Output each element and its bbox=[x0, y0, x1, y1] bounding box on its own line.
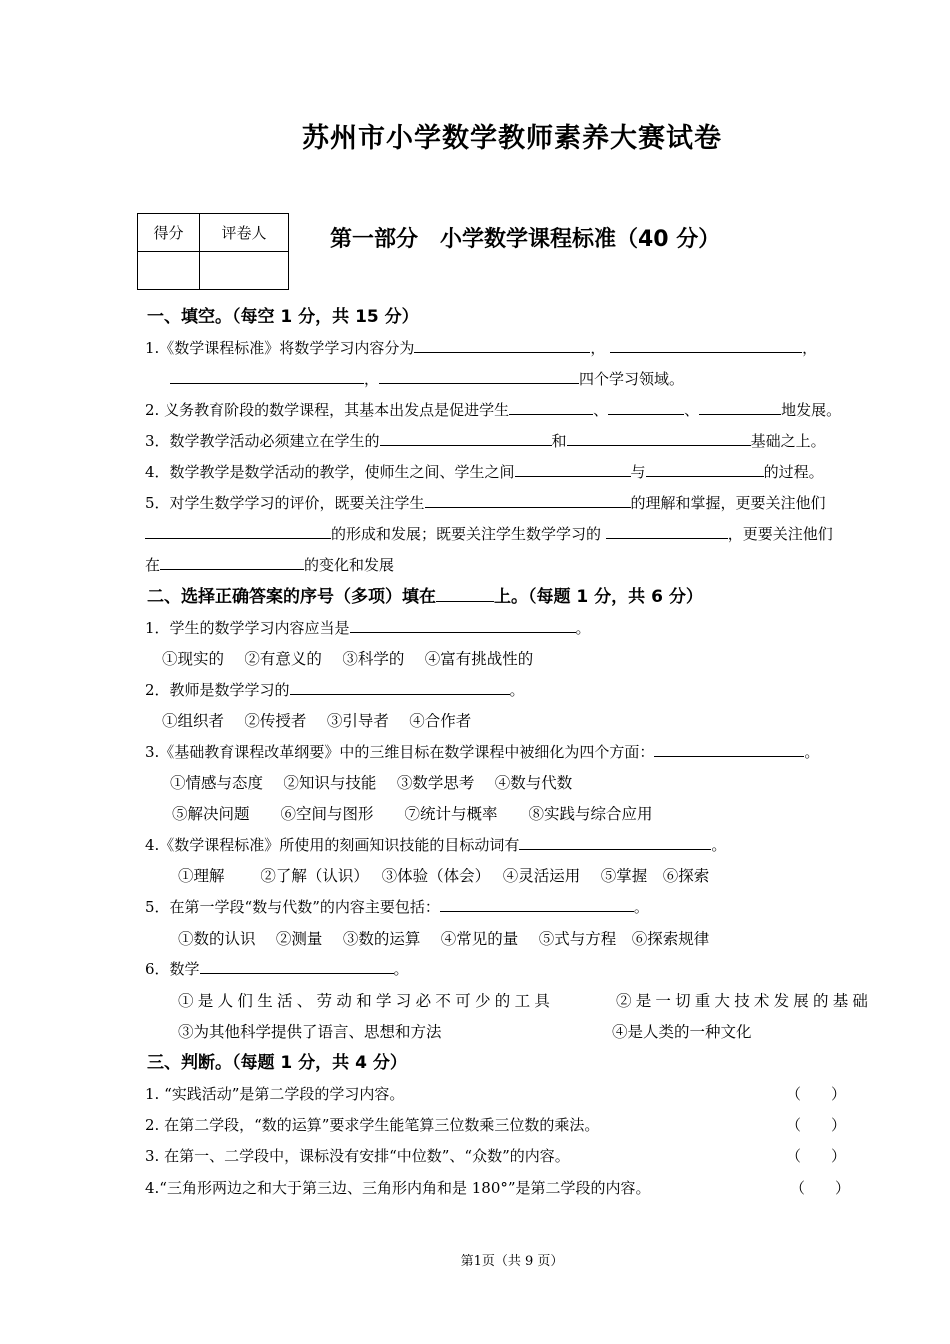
s3-item-1: 1. “实践活动”是第二学段的学习内容。 bbox=[145, 1085, 405, 1103]
blank[interactable] bbox=[567, 430, 751, 446]
blank[interactable] bbox=[646, 461, 764, 477]
s2-q6-option3: ③为其他科学提供了语言、思想和方法 bbox=[178, 1023, 442, 1041]
blank[interactable] bbox=[606, 523, 728, 539]
s2-q1-text: 1．学生的数学学习内容应当是 bbox=[145, 619, 350, 637]
s1-q1-line1 bbox=[145, 337, 817, 358]
s1-q5-line3 bbox=[145, 554, 394, 575]
blank[interactable] bbox=[515, 461, 631, 477]
blank[interactable] bbox=[379, 368, 579, 384]
blank[interactable] bbox=[425, 492, 631, 508]
s1-q5-line3-start: 在 bbox=[145, 556, 161, 574]
s1-q3 bbox=[145, 430, 826, 451]
blank[interactable] bbox=[654, 741, 804, 757]
s1-q4-end: 的过程。 bbox=[763, 463, 824, 481]
s1-q5-mid: 的形成和发展；既要关注学生数学学习的 bbox=[331, 525, 602, 543]
s1-q2-end: 地发展。 bbox=[781, 401, 842, 419]
s3-answer-3[interactable]: （ ） bbox=[786, 1147, 847, 1165]
section2-heading bbox=[147, 582, 703, 607]
s2-q3 bbox=[145, 741, 819, 762]
s1-q3-text: 3．数学教学活动必须建立在学生的 bbox=[145, 432, 380, 450]
s2-q4-text: 4.《数学课程标准》所使用的刻画知识技能的目标动词有 bbox=[145, 836, 520, 854]
blank[interactable] bbox=[610, 337, 802, 353]
s1-q5-text: 5．对学生数学学习的评价，既要关注学生 bbox=[145, 494, 425, 512]
s2-q6-option1: ①是人们生活、劳动和学习必不可少的工具 bbox=[178, 992, 555, 1010]
blank[interactable] bbox=[519, 834, 711, 850]
blank[interactable] bbox=[160, 554, 304, 570]
s1-q4-text: 4．数学教学是数学活动的教学，使师生之间、学生之间 bbox=[145, 463, 515, 481]
s2-q3-text: 3.《基础教育课程改革纲要》中的三维目标在数学课程中被细化为四个方面： bbox=[145, 743, 655, 761]
s3-item-4: 4.“三角形两边之和大于第三边、三角形内角和是 180°”是第二学段的内容。 bbox=[145, 1179, 651, 1197]
s3-answer-1[interactable]: （ ） bbox=[786, 1085, 847, 1103]
s2-q1-options: ①现实的 ②有意义的 ③科学的 ④富有挑战性的 bbox=[162, 650, 534, 668]
s3-answer-4[interactable]: （ ） bbox=[790, 1179, 851, 1197]
section2-heading-b: 上。（每题 1 分，共 6 分） bbox=[494, 587, 703, 607]
section2-heading-a: 二、选择正确答案的序号（多项）填在 bbox=[147, 587, 436, 607]
s1-q1-text: 1.《数学课程标准》将数学学习内容分为 bbox=[145, 339, 415, 357]
s2-q5 bbox=[145, 896, 649, 917]
s3-item-2: 2. 在第二学段，“数的运算”要求学生能笔算三位数乘三位数的乘法。 bbox=[145, 1116, 600, 1134]
s3-item-3: 3. 在第一、二学段中，课标没有安排“中位数”、“众数”的内容。 bbox=[145, 1147, 570, 1165]
s2-q4-options: ①理解 ②了解（认识） ③体验（体会） ④灵活运用 ⑤掌握 ⑥探索 bbox=[178, 867, 710, 885]
grader-header: 评卷人 bbox=[200, 214, 289, 252]
s1-q3-end: 基础之上。 bbox=[750, 432, 826, 450]
blank[interactable] bbox=[699, 399, 781, 415]
comma: ， bbox=[802, 339, 818, 357]
blank[interactable] bbox=[608, 399, 684, 415]
s1-q4-with: 与 bbox=[630, 463, 646, 481]
s2-q3-options1: ①情感与态度 ②知识与技能 ③数学思考 ④数与代数 bbox=[170, 774, 573, 792]
exam-title: 苏州市小学数学教师素养大赛试卷 bbox=[302, 123, 722, 154]
s1-q1-line2 bbox=[170, 368, 684, 389]
blank[interactable] bbox=[380, 430, 552, 446]
part-heading: 第一部分 小学数学课程标准（40 分） bbox=[330, 227, 721, 252]
comma: ， bbox=[590, 339, 606, 357]
section3-heading: 三、判断。（每题 1 分，共 4 分） bbox=[147, 1053, 407, 1073]
s2-q6 bbox=[145, 958, 409, 979]
s2-q3-options2: ⑤解决问题 ⑥空间与图形 ⑦统计与概率 ⑧实践与综合应用 bbox=[172, 805, 653, 823]
blank[interactable] bbox=[350, 617, 576, 633]
dun: 、 bbox=[684, 401, 700, 419]
s2-q6-option2: ②是一切重大技术发展的基础 bbox=[616, 992, 873, 1010]
s2-q2-options: ①组织者 ②传授者 ③引导者 ④合作者 bbox=[162, 712, 472, 730]
s2-q4 bbox=[145, 834, 726, 855]
page-footer: 第1页（共 9 页） bbox=[460, 1254, 564, 1269]
blank[interactable] bbox=[440, 896, 634, 912]
period: 。 bbox=[633, 898, 649, 916]
blank[interactable] bbox=[170, 368, 364, 384]
s2-q6-option4: ④是人类的一种文化 bbox=[612, 1023, 752, 1041]
dun: 、 bbox=[593, 401, 609, 419]
blank[interactable] bbox=[290, 679, 510, 695]
grader-cell bbox=[200, 252, 289, 290]
s2-q2-text: 2．教师是数学学习的 bbox=[145, 681, 290, 699]
period: 。 bbox=[393, 960, 409, 978]
period: 。 bbox=[804, 743, 820, 761]
blank[interactable] bbox=[414, 337, 590, 353]
score-table bbox=[137, 213, 289, 290]
s1-q5-line2-end: ，更要关注他们 bbox=[727, 525, 833, 543]
s2-q5-options: ①数的认识 ②测量 ③数的运算 ④常见的量 ⑤式与方程 ⑥探索规律 bbox=[178, 930, 710, 948]
s1-q4 bbox=[145, 461, 824, 482]
period: 。 bbox=[575, 619, 591, 637]
period: 。 bbox=[711, 836, 727, 854]
blank[interactable] bbox=[145, 523, 331, 539]
s2-q6-text: 6．数学 bbox=[145, 960, 200, 978]
s2-q5-text: 5．在第一学段“数与代数”的内容主要包括： bbox=[145, 898, 440, 916]
score-cell bbox=[138, 252, 200, 290]
blank bbox=[436, 586, 494, 602]
s1-q5-line3-end: 的变化和发展 bbox=[304, 556, 395, 574]
s1-q2-text: 2. 义务教育阶段的数学课程，其基本出发点是促进学生 bbox=[145, 401, 510, 419]
section1-heading: 一、填空。（每空 1 分，共 15 分） bbox=[147, 307, 419, 327]
period: 。 bbox=[509, 681, 525, 699]
blank[interactable] bbox=[509, 399, 593, 415]
s1-q1-end: 四个学习领域。 bbox=[579, 370, 685, 388]
comma: ， bbox=[364, 370, 380, 388]
s1-q5-line1 bbox=[145, 492, 826, 513]
s1-q3-and: 和 bbox=[551, 432, 567, 450]
s2-q2 bbox=[145, 679, 525, 700]
s1-q5-line2 bbox=[145, 523, 833, 544]
s1-q2 bbox=[145, 399, 841, 420]
score-header: 得分 bbox=[138, 214, 200, 252]
s1-q5-text-end: 的理解和掌握，更要关注他们 bbox=[630, 494, 826, 512]
s2-q1 bbox=[145, 617, 591, 638]
blank[interactable] bbox=[200, 958, 394, 974]
s3-answer-2[interactable]: （ ） bbox=[786, 1116, 847, 1134]
